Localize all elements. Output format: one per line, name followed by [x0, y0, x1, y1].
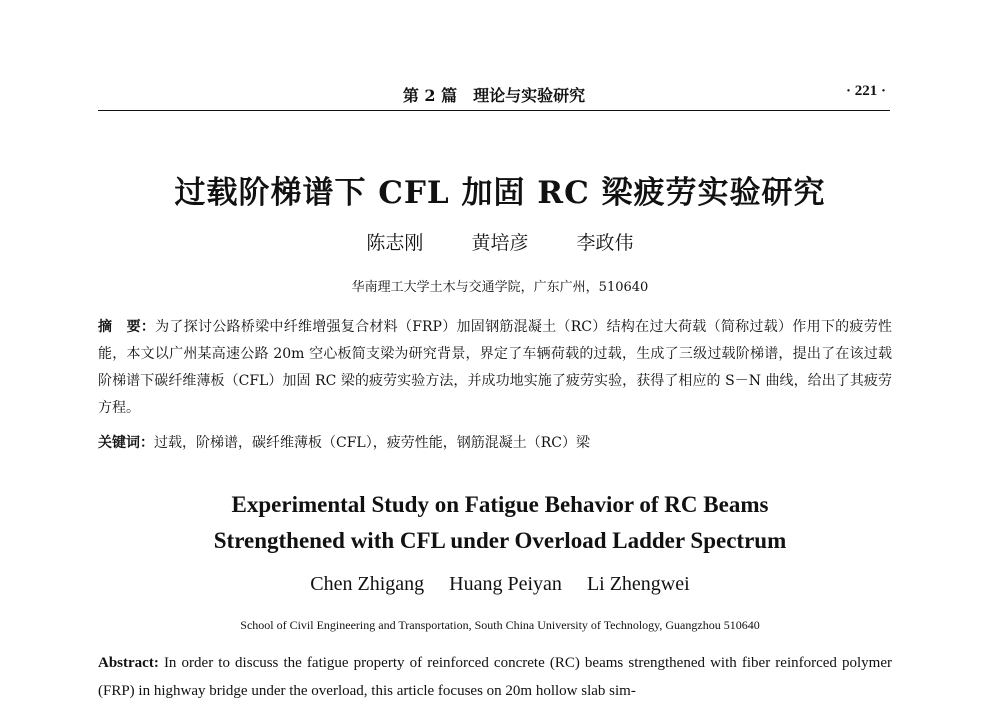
- chinese-abstract-text: 为了探讨公路桥梁中纤维增强复合材料（FRP）加固钢筋混凝土（RC）结构在过大荷载（简称过载）作用下的疲劳性能，本文以广州某高速公路 20m 空心板简支梁为研究背景，界定了车辆荷载的过载，生成了三级过载阶梯谱，提出了在该过载阶梯谱下碳纤维薄板（CFL）加固 RC 梁的疲劳实验方法，并成功地实施了疲劳实验，获得了相应的 S－N 曲线，给出了其疲劳方程。: [98, 319, 892, 416]
- running-head-section: 第 2 篇 理论与实验研究: [402, 86, 586, 105]
- header-rule: [98, 110, 890, 111]
- chinese-authors: [0, 228, 1000, 255]
- english-author: Chen Zhigang: [310, 573, 425, 595]
- chinese-abstract-label: 摘 要：: [98, 319, 156, 335]
- english-authors: [0, 573, 1000, 596]
- english-affiliation: School of Civil Engineering and Transportation, South China University of Technology, Guangzhou 510640: [240, 618, 760, 632]
- english-title-line: Strengthened with CFL under Overload Ladder Spectrum: [213, 528, 787, 553]
- running-head: [98, 83, 890, 107]
- chinese-abstract: [98, 314, 892, 422]
- english-title: [0, 487, 1000, 559]
- chinese-author: 李政伟: [576, 232, 634, 254]
- english-author: Li Zhengwei: [586, 573, 690, 595]
- chinese-affiliation: 华南理工大学土木与交通学院，广东广州，510640: [351, 280, 649, 295]
- english-author: Huang Peiyan: [449, 573, 562, 595]
- chinese-keywords-label: 关键词：: [98, 435, 154, 451]
- english-title-line: Experimental Study on Fatigue Behavior of RC Beams: [231, 492, 769, 517]
- english-abstract-text: In order to discuss the fatigue property of reinforced concrete (RC) beams strengthened with fiber reinforced polymer (FRP) in highway bridge under the overload, this article focuses on 20m hollow slab sim-: [98, 655, 893, 699]
- page-number: · 221 ·: [845, 83, 886, 99]
- chinese-title: 过载阶梯谱下 CFL 加固 RC 梁疲劳实验研究: [174, 175, 826, 211]
- chinese-author: 黄培彦: [471, 232, 529, 254]
- english-abstract-label: Abstract:: [98, 655, 159, 671]
- chinese-author: 陈志刚: [366, 232, 424, 254]
- chinese-keywords-text: 过载，阶梯谱，碳纤维薄板（CFL），疲劳性能，钢筋混凝土（RC）梁: [154, 435, 590, 451]
- chinese-keywords: [98, 430, 892, 457]
